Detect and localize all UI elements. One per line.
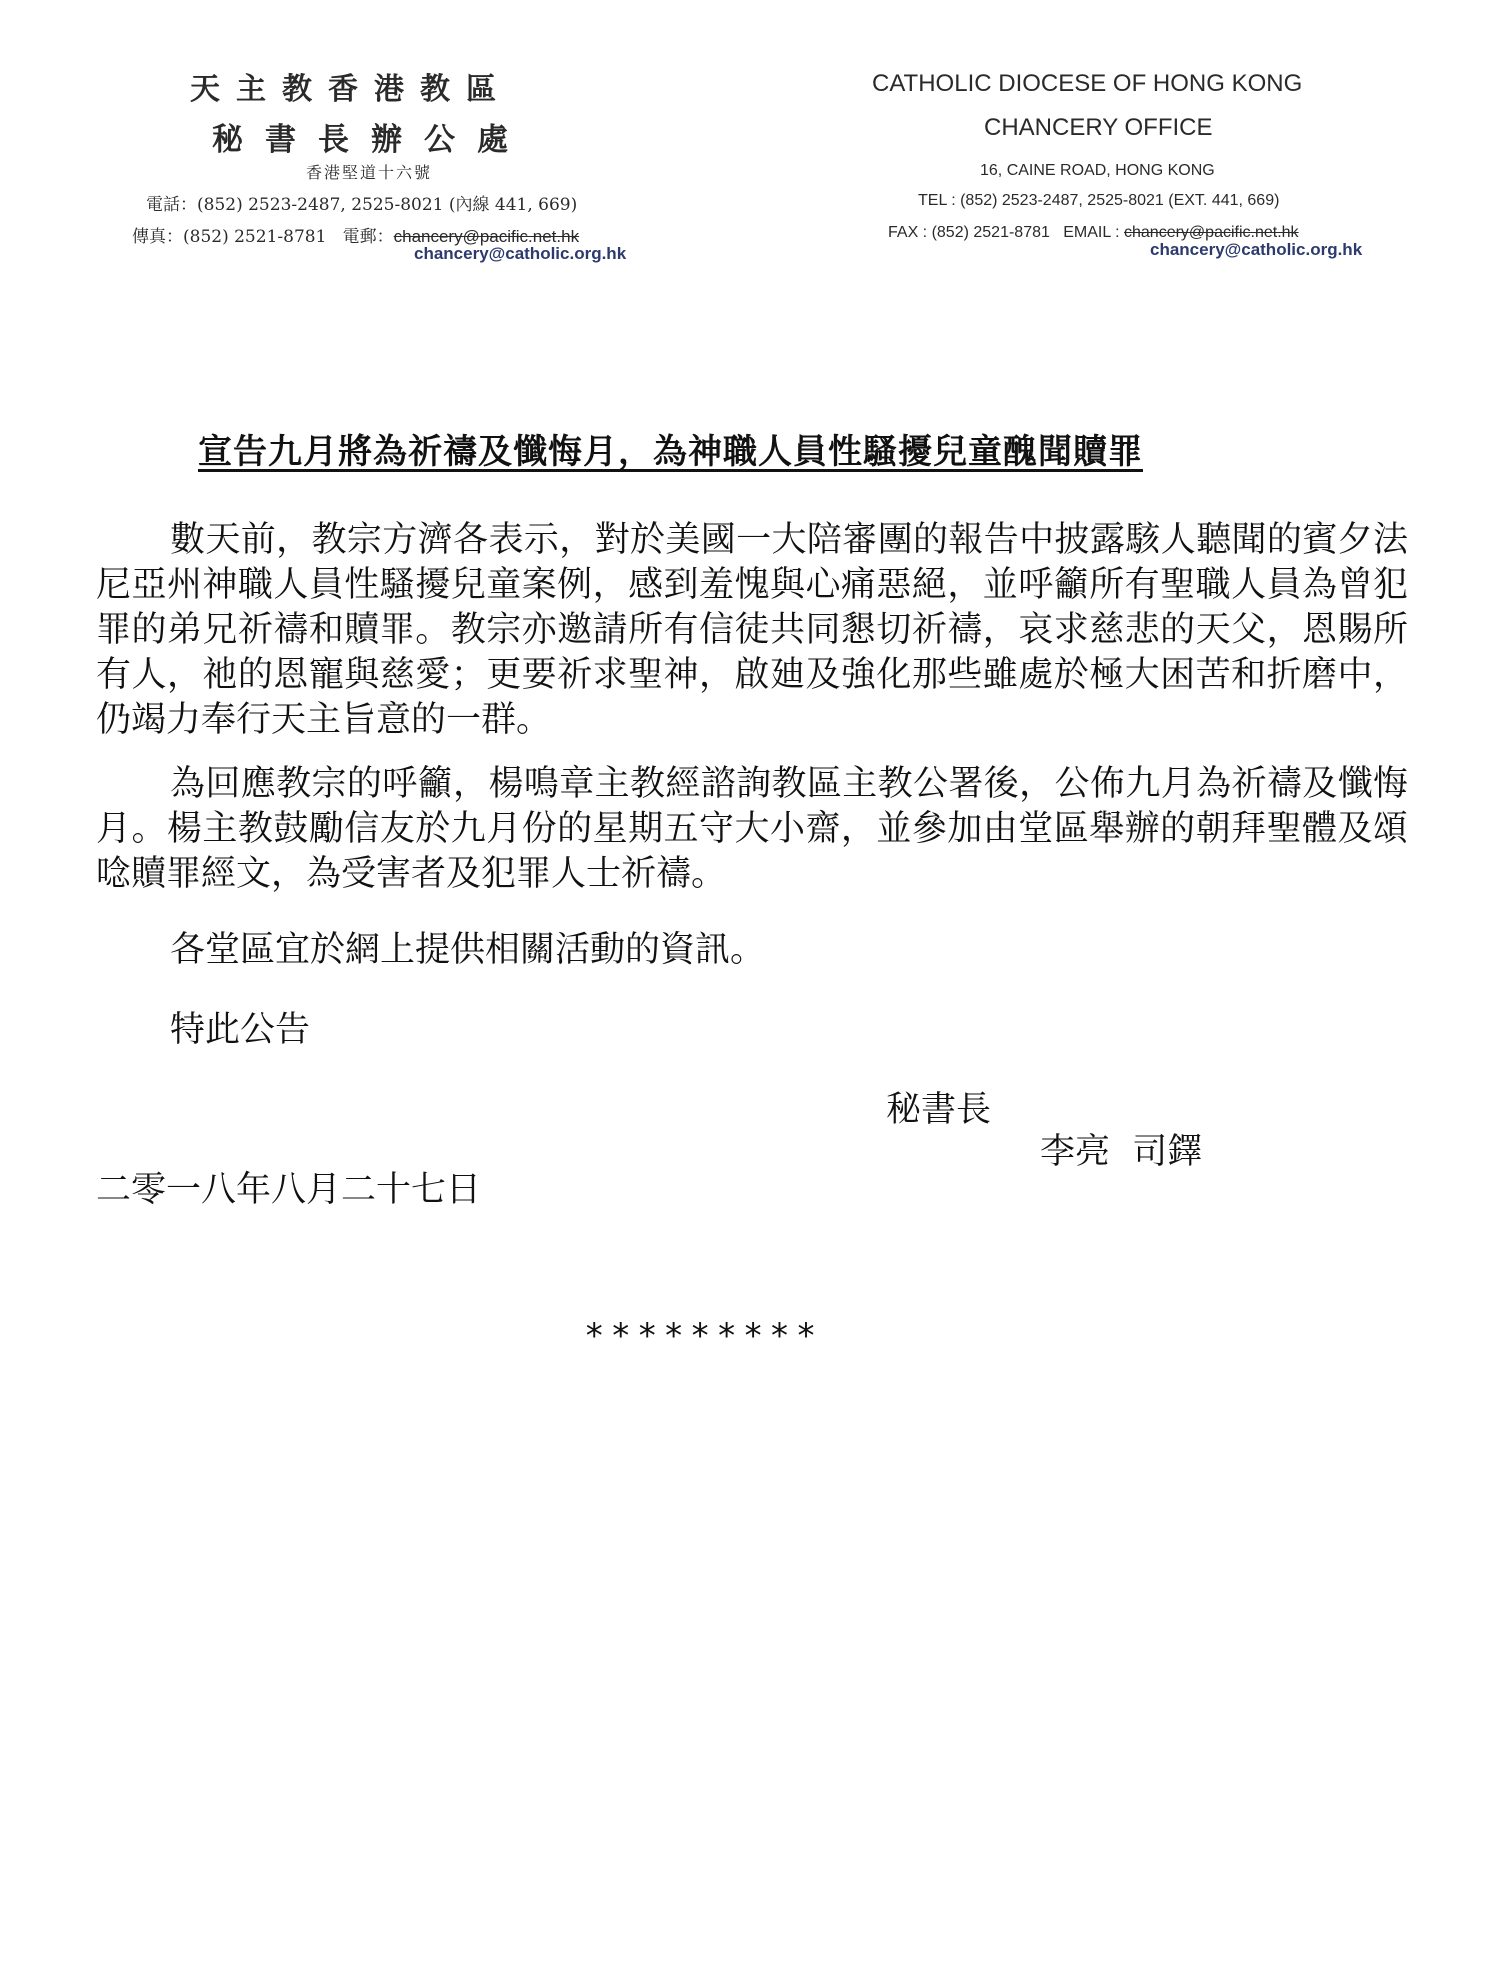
letterhead-zh-address: 香港堅道十六號 — [306, 163, 433, 182]
notice-paragraph-2: 為回應教宗的呼籲，楊鳴章主教經諮詢教區主教公署後，公佈九月為祈禱及懺悔月。楊主教鼓勵信友於九月份的星期五守大小齋，並參加由堂區舉辦的朝拜聖體及頌唸贖罪經文，為受害者及犯罪人士祈禱。 — [96, 764, 1408, 894]
letterhead-en-email-new: chancery@catholic.org.hk — [1150, 240, 1363, 259]
letterhead-en-org: CATHOLIC DIOCESE OF HONG KONG — [872, 70, 1303, 97]
letterhead-zh-email-label: 電郵： — [342, 227, 394, 247]
signer-title: 秘書長 — [886, 1090, 992, 1130]
letterhead-en-office: CHANCERY OFFICE — [984, 114, 1213, 141]
notice-title: 宣告九月將為祈禱及懺悔月，為神職人員性騷擾兒童醜聞贖罪 — [198, 432, 1143, 472]
letterhead-zh-email-old: chancery@pacific.net.hk — [393, 227, 580, 246]
letterhead-zh-tel: 電話：(852) 2523-2487, 2525-8021 (內線 441, 669) — [146, 195, 578, 215]
letterhead-zh-fax: 傳真：(852) 2521-8781 — [132, 227, 327, 247]
letterhead-zh-office: 秘書長辦公處 — [212, 122, 530, 158]
letterhead-en-email-label: EMAIL : — [1063, 224, 1120, 241]
letterhead-en-tel: TEL : (852) 2523-2487, 2525-8021 (EXT. 441, 669) — [918, 192, 1280, 209]
end-mark: ********* — [584, 1316, 823, 1356]
letterhead-en-fax: FAX : (852) 2521-8781 — [888, 224, 1050, 241]
notice-closing: 特此公告 — [170, 1010, 311, 1050]
letterhead-en-email-old: chancery@pacific.net.hk — [1124, 224, 1299, 241]
letterhead-zh-email-new: chancery@catholic.org.hk — [414, 244, 627, 263]
notice-paragraph-3: 各堂區宜於網上提供相關活動的資訊。 — [170, 930, 766, 970]
letterhead-zh-org: 天主教香港教區 — [190, 72, 512, 107]
notice-paragraph-1: 數天前，教宗方濟各表示，對於美國一大陪審團的報告中披露駭人聽聞的賓夕法尼亞州神職人員性騷擾兒童案例，感到羞愧與心痛惡絕，並呼籲所有聖職人員為曾犯罪的弟兄祈禱和贖罪。教宗亦邀請所有信徒共同懇切祈禱，哀求慈悲的天父，恩賜所有人，祂的恩寵與慈愛；更要祈求聖神，啟廸及強化那些雖處於極大困苦和折磨中，仍竭力奉行天主旨意的一群。 — [96, 520, 1408, 740]
signer-name: 李亮 司鐸 — [1040, 1132, 1203, 1172]
letterhead-en-address: 16, CAINE ROAD, HONG KONG — [980, 162, 1215, 179]
notice-date: 二零一八年八月二十七日 — [96, 1170, 482, 1210]
